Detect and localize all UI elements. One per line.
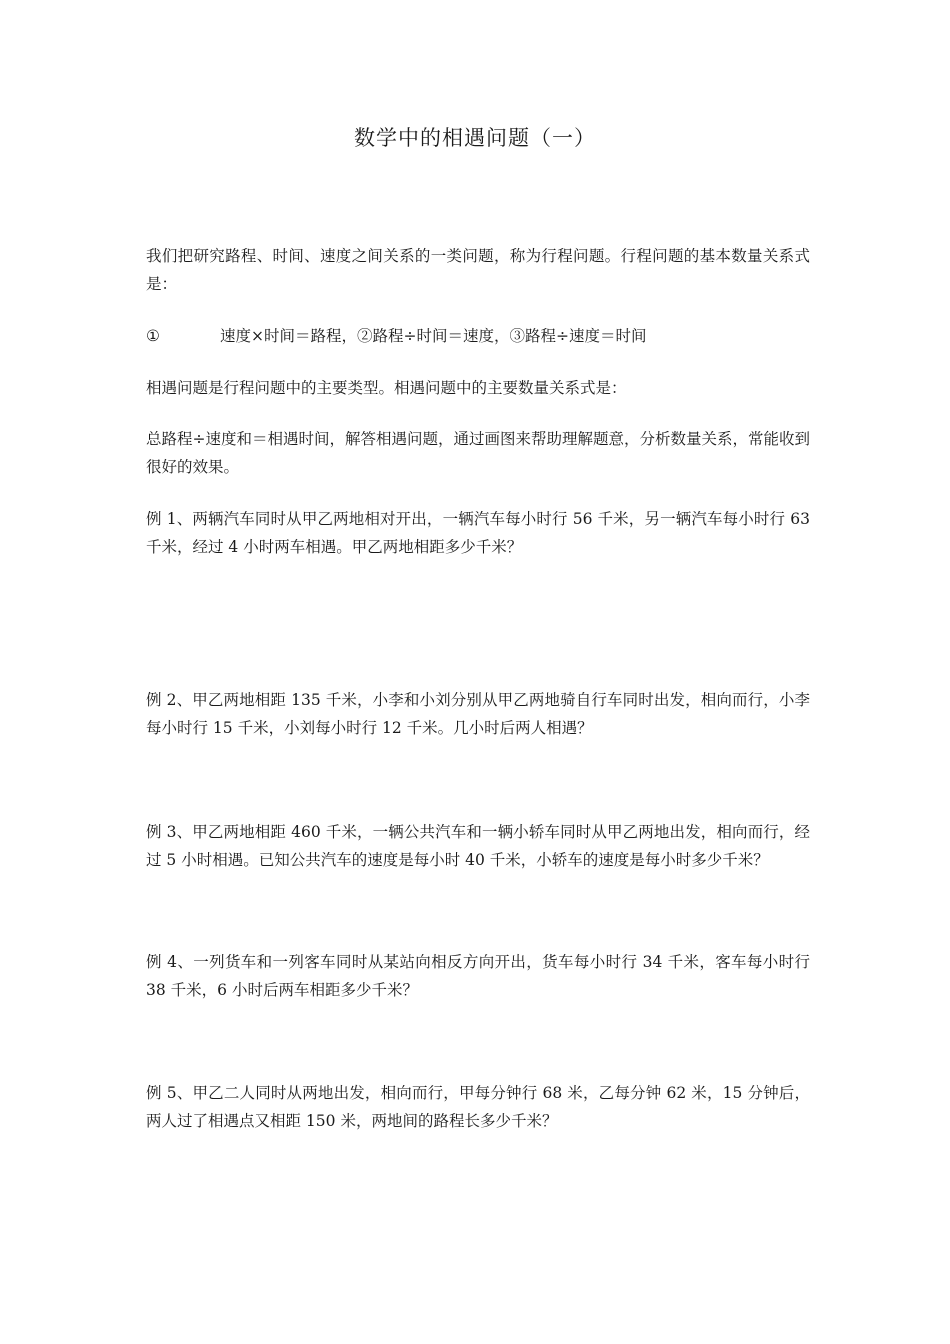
meeting-intro-paragraph: 相遇问题是行程问题中的主要类型。相遇问题中的主要数量关系式是： — [146, 379, 627, 397]
intro-paragraph: 我们把研究路程、时间、速度之间关系的一类问题，称为行程问题。行程问题的基本数量关系式是： — [146, 247, 810, 293]
example-5: 例 5、甲乙二人同时从两地出发，相向而行，甲每分钟行 68 米，乙每分钟 62 米，15 分钟后，两人过了相遇点又相距 150 米，两地间的路程长多少千米？ — [146, 1084, 810, 1130]
formula-text: 速度×时间＝路程，②路程÷时间＝速度，③路程÷速度＝时间 — [220, 327, 647, 345]
example-4: 例 4、一列货车和一列客车同时从某站向相反方向开出，货车每小时行 34 千米，客车每小时行 38 千米，6 小时后两车相距多少千米？ — [146, 953, 810, 999]
example-1: 例 1、两辆汽车同时从甲乙两地相对开出，一辆汽车每小时行 56 千米，另一辆汽车每小时行 63 千米，经过 4 小时两车相遇。甲乙两地相距多少千米？ — [146, 510, 810, 556]
formula-marker: ① — [146, 327, 160, 345]
basic-formula-line — [146, 322, 810, 350]
example-2: 例 2、甲乙两地相距 135 千米，小李和小刘分别从甲乙两地骑自行车同时出发，相向而行，小李每小时行 15 千米，小刘每小时行 12 千米。几小时后两人相遇？ — [146, 691, 810, 737]
page-title: 数学中的相遇问题（一） — [354, 126, 596, 150]
meeting-formula-paragraph: 总路程÷速度和＝相遇时间，解答相遇问题，通过画图来帮助理解题意，分析数量关系，常能收到很好的效果。 — [146, 430, 810, 476]
example-3: 例 3、甲乙两地相距 460 千米，一辆公共汽车和一辆小轿车同时从甲乙两地出发，相向而行，经过 5 小时相遇。已知公共汽车的速度是每小时 40 千米，小轿车的速度是每小时多少千米？ — [146, 823, 810, 869]
